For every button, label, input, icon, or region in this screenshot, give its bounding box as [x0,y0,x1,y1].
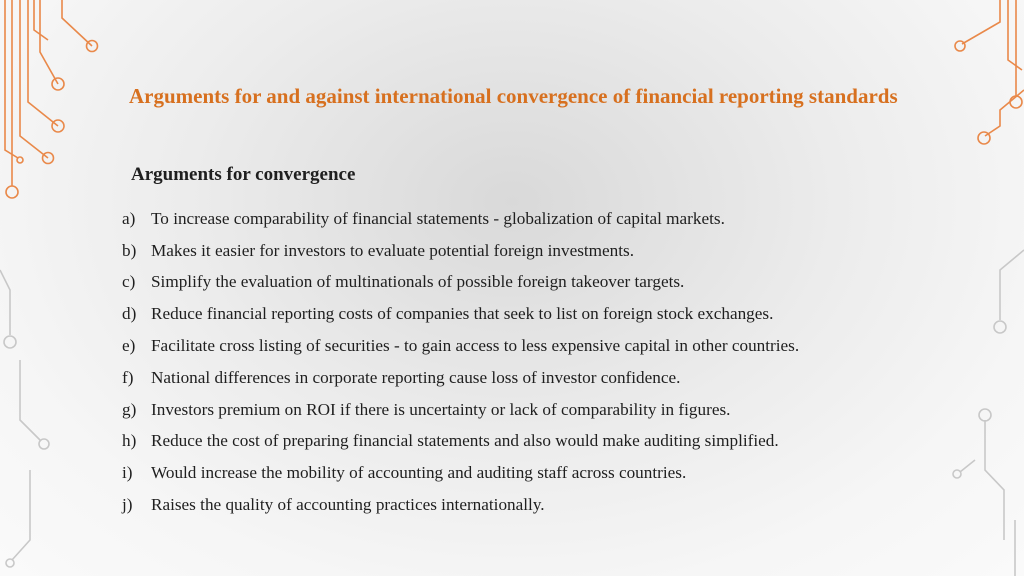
list-marker: h) [122,431,137,451]
list-item [122,203,982,235]
list-item [122,489,982,521]
list-marker: b) [122,240,137,260]
list-item [122,330,982,362]
list-item [122,426,982,458]
list-item-text: Simplify the evaluation of multinationals of possible foreign takeover targets. [151,272,685,292]
circuit-left-top [5,0,98,198]
section-subtitle: Arguments for convergence [131,164,356,185]
list-marker: i) [122,463,133,483]
circuit-right-top [955,0,1024,144]
list-marker: d) [122,304,137,324]
list-item [122,362,982,394]
list-item [122,394,982,426]
list-marker: f) [122,367,134,387]
arguments-list [122,203,982,521]
list-item [122,235,982,267]
list-item [122,457,982,489]
list-marker: j) [122,495,133,515]
list-item-text: Would increase the mobility of accounting and auditing staff across countries. [151,463,687,483]
list-item-text: Investors premium on ROI if there is uncertainty or lack of comparability in figures. [151,399,731,419]
list-item-text: Makes it easier for investors to evaluate potential foreign investments. [151,240,635,260]
list-marker: c) [122,272,136,292]
list-item-text: Reduce the cost of preparing financial statements and also would make auditing simplified. [151,431,779,451]
list-item [122,267,982,299]
list-item-text: National differences in corporate reporting cause loss of investor confidence. [151,367,681,387]
list-item-text: Raises the quality of accounting practices internationally. [151,495,545,515]
list-item [122,298,982,330]
list-marker: a) [122,208,136,228]
list-item-text: To increase comparability of financial statements - globalization of capital markets. [151,208,725,228]
slide-title: Arguments for and against international convergence of financial reporting standards [129,84,898,108]
list-marker: e) [122,336,136,356]
list-item-text: Reduce financial reporting costs of companies that seek to list on foreign stock exchanges. [151,304,774,324]
list-item-text: Facilitate cross listing of securities - to gain access to less expensive capital in other countries. [151,336,800,356]
list-marker: g) [122,399,137,419]
